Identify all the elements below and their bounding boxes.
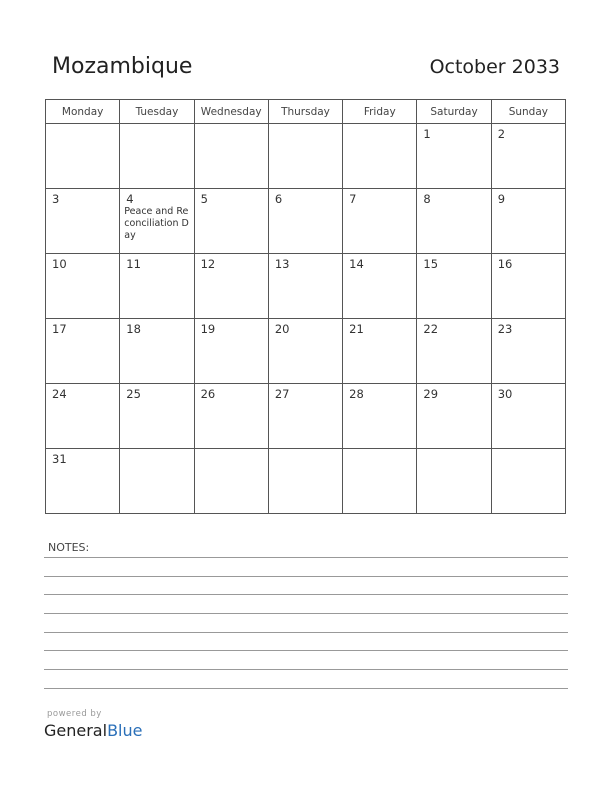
day-number: 13 xyxy=(274,257,290,271)
day-number xyxy=(120,124,193,127)
day-number: 19 xyxy=(200,322,216,336)
day-cell xyxy=(343,189,417,254)
day-number xyxy=(269,124,342,127)
week-row xyxy=(46,124,566,189)
weekday-header: Tuesday xyxy=(120,100,194,124)
brand-general: General xyxy=(44,721,108,740)
notes-label: NOTES: xyxy=(48,541,90,554)
weekday-header: Sunday xyxy=(491,100,565,124)
day-number: 7 xyxy=(349,192,357,206)
day-number xyxy=(343,124,416,127)
day-cell xyxy=(46,254,120,319)
day-cell xyxy=(491,384,565,449)
day-number: 30 xyxy=(497,387,513,401)
day-cell xyxy=(194,124,268,189)
week-row xyxy=(46,189,566,254)
day-number: 17 xyxy=(52,322,67,336)
weekday-header: Wednesday xyxy=(194,100,268,124)
day-number: 6 xyxy=(274,192,283,206)
day-number: 25 xyxy=(126,387,141,401)
day-cell xyxy=(417,254,491,319)
note-line xyxy=(44,669,568,670)
day-cell xyxy=(194,254,268,319)
week-row xyxy=(46,384,566,449)
day-cell xyxy=(194,384,268,449)
weekday-header: Monday xyxy=(46,100,120,124)
day-cell xyxy=(120,254,194,319)
day-cell xyxy=(417,124,491,189)
note-line xyxy=(44,688,568,689)
day-cell xyxy=(343,449,417,514)
day-cell xyxy=(268,319,342,384)
weekday-header-row xyxy=(46,100,566,124)
day-cell xyxy=(46,384,120,449)
day-cell xyxy=(120,449,194,514)
day-cell xyxy=(417,319,491,384)
day-cell xyxy=(491,449,565,514)
day-number xyxy=(343,449,416,452)
day-cell xyxy=(46,319,120,384)
note-line xyxy=(44,557,568,558)
day-number xyxy=(120,449,193,452)
note-line xyxy=(44,594,568,595)
week-row xyxy=(46,319,566,384)
day-number: 12 xyxy=(200,257,216,271)
month-title: October 2033 xyxy=(429,56,560,78)
day-cell xyxy=(343,254,417,319)
day-cell xyxy=(417,189,491,254)
week-row xyxy=(46,449,566,514)
day-cell xyxy=(46,189,120,254)
note-line xyxy=(44,650,568,651)
powered-by-text: powered by xyxy=(47,709,102,719)
day-number: 20 xyxy=(274,322,290,336)
day-number: 29 xyxy=(423,387,439,401)
day-number: 15 xyxy=(423,257,439,271)
day-number: 16 xyxy=(497,257,513,271)
day-cell xyxy=(417,449,491,514)
day-number: 3 xyxy=(52,192,60,206)
note-line xyxy=(44,576,568,577)
day-cell xyxy=(120,319,194,384)
holiday-label: Peace and Reconciliation Day xyxy=(124,206,189,241)
day-cell xyxy=(491,124,565,189)
day-cell xyxy=(343,384,417,449)
weekday-header: Friday xyxy=(343,100,417,124)
day-number: 31 xyxy=(52,452,67,466)
day-number: 5 xyxy=(200,192,208,206)
day-cell xyxy=(268,384,342,449)
day-number: 23 xyxy=(497,322,513,336)
week-row xyxy=(46,254,566,319)
day-cell xyxy=(120,189,194,254)
day-cell xyxy=(194,449,268,514)
day-number xyxy=(492,449,565,452)
day-cell xyxy=(194,319,268,384)
weekday-header: Saturday xyxy=(417,100,491,124)
day-cell xyxy=(46,124,120,189)
day-cell xyxy=(491,254,565,319)
day-number: 26 xyxy=(200,387,216,401)
day-cell xyxy=(417,384,491,449)
day-number: 11 xyxy=(126,257,141,271)
day-number: 27 xyxy=(274,387,290,401)
day-number: 4 xyxy=(126,192,134,206)
day-cell xyxy=(194,189,268,254)
day-number: 2 xyxy=(497,127,506,141)
day-number: 28 xyxy=(349,387,364,401)
generalblue-logo[interactable] xyxy=(44,721,142,740)
day-number: 1 xyxy=(423,127,431,141)
day-cell xyxy=(120,124,194,189)
day-number xyxy=(417,449,490,452)
day-number: 18 xyxy=(126,322,141,336)
day-cell xyxy=(46,449,120,514)
day-cell xyxy=(120,384,194,449)
note-line xyxy=(44,632,568,633)
day-cell xyxy=(491,319,565,384)
note-line xyxy=(44,613,568,614)
brand-blue: Blue xyxy=(107,721,143,740)
day-number xyxy=(269,449,342,452)
day-number: 22 xyxy=(423,322,439,336)
day-number xyxy=(195,449,268,452)
day-number xyxy=(46,124,119,127)
weekday-header: Thursday xyxy=(268,100,342,124)
day-cell xyxy=(491,189,565,254)
day-cell xyxy=(343,319,417,384)
calendar-grid xyxy=(45,99,566,514)
day-cell xyxy=(268,189,342,254)
day-number: 24 xyxy=(52,387,67,401)
day-number: 21 xyxy=(349,322,364,336)
day-cell xyxy=(268,124,342,189)
day-number: 9 xyxy=(497,192,506,206)
day-number: 8 xyxy=(423,192,431,206)
day-cell xyxy=(343,124,417,189)
day-cell xyxy=(268,254,342,319)
country-title: Mozambique xyxy=(52,54,193,79)
day-number xyxy=(195,124,268,127)
day-number: 10 xyxy=(52,257,67,271)
day-number: 14 xyxy=(349,257,364,271)
day-cell xyxy=(268,449,342,514)
